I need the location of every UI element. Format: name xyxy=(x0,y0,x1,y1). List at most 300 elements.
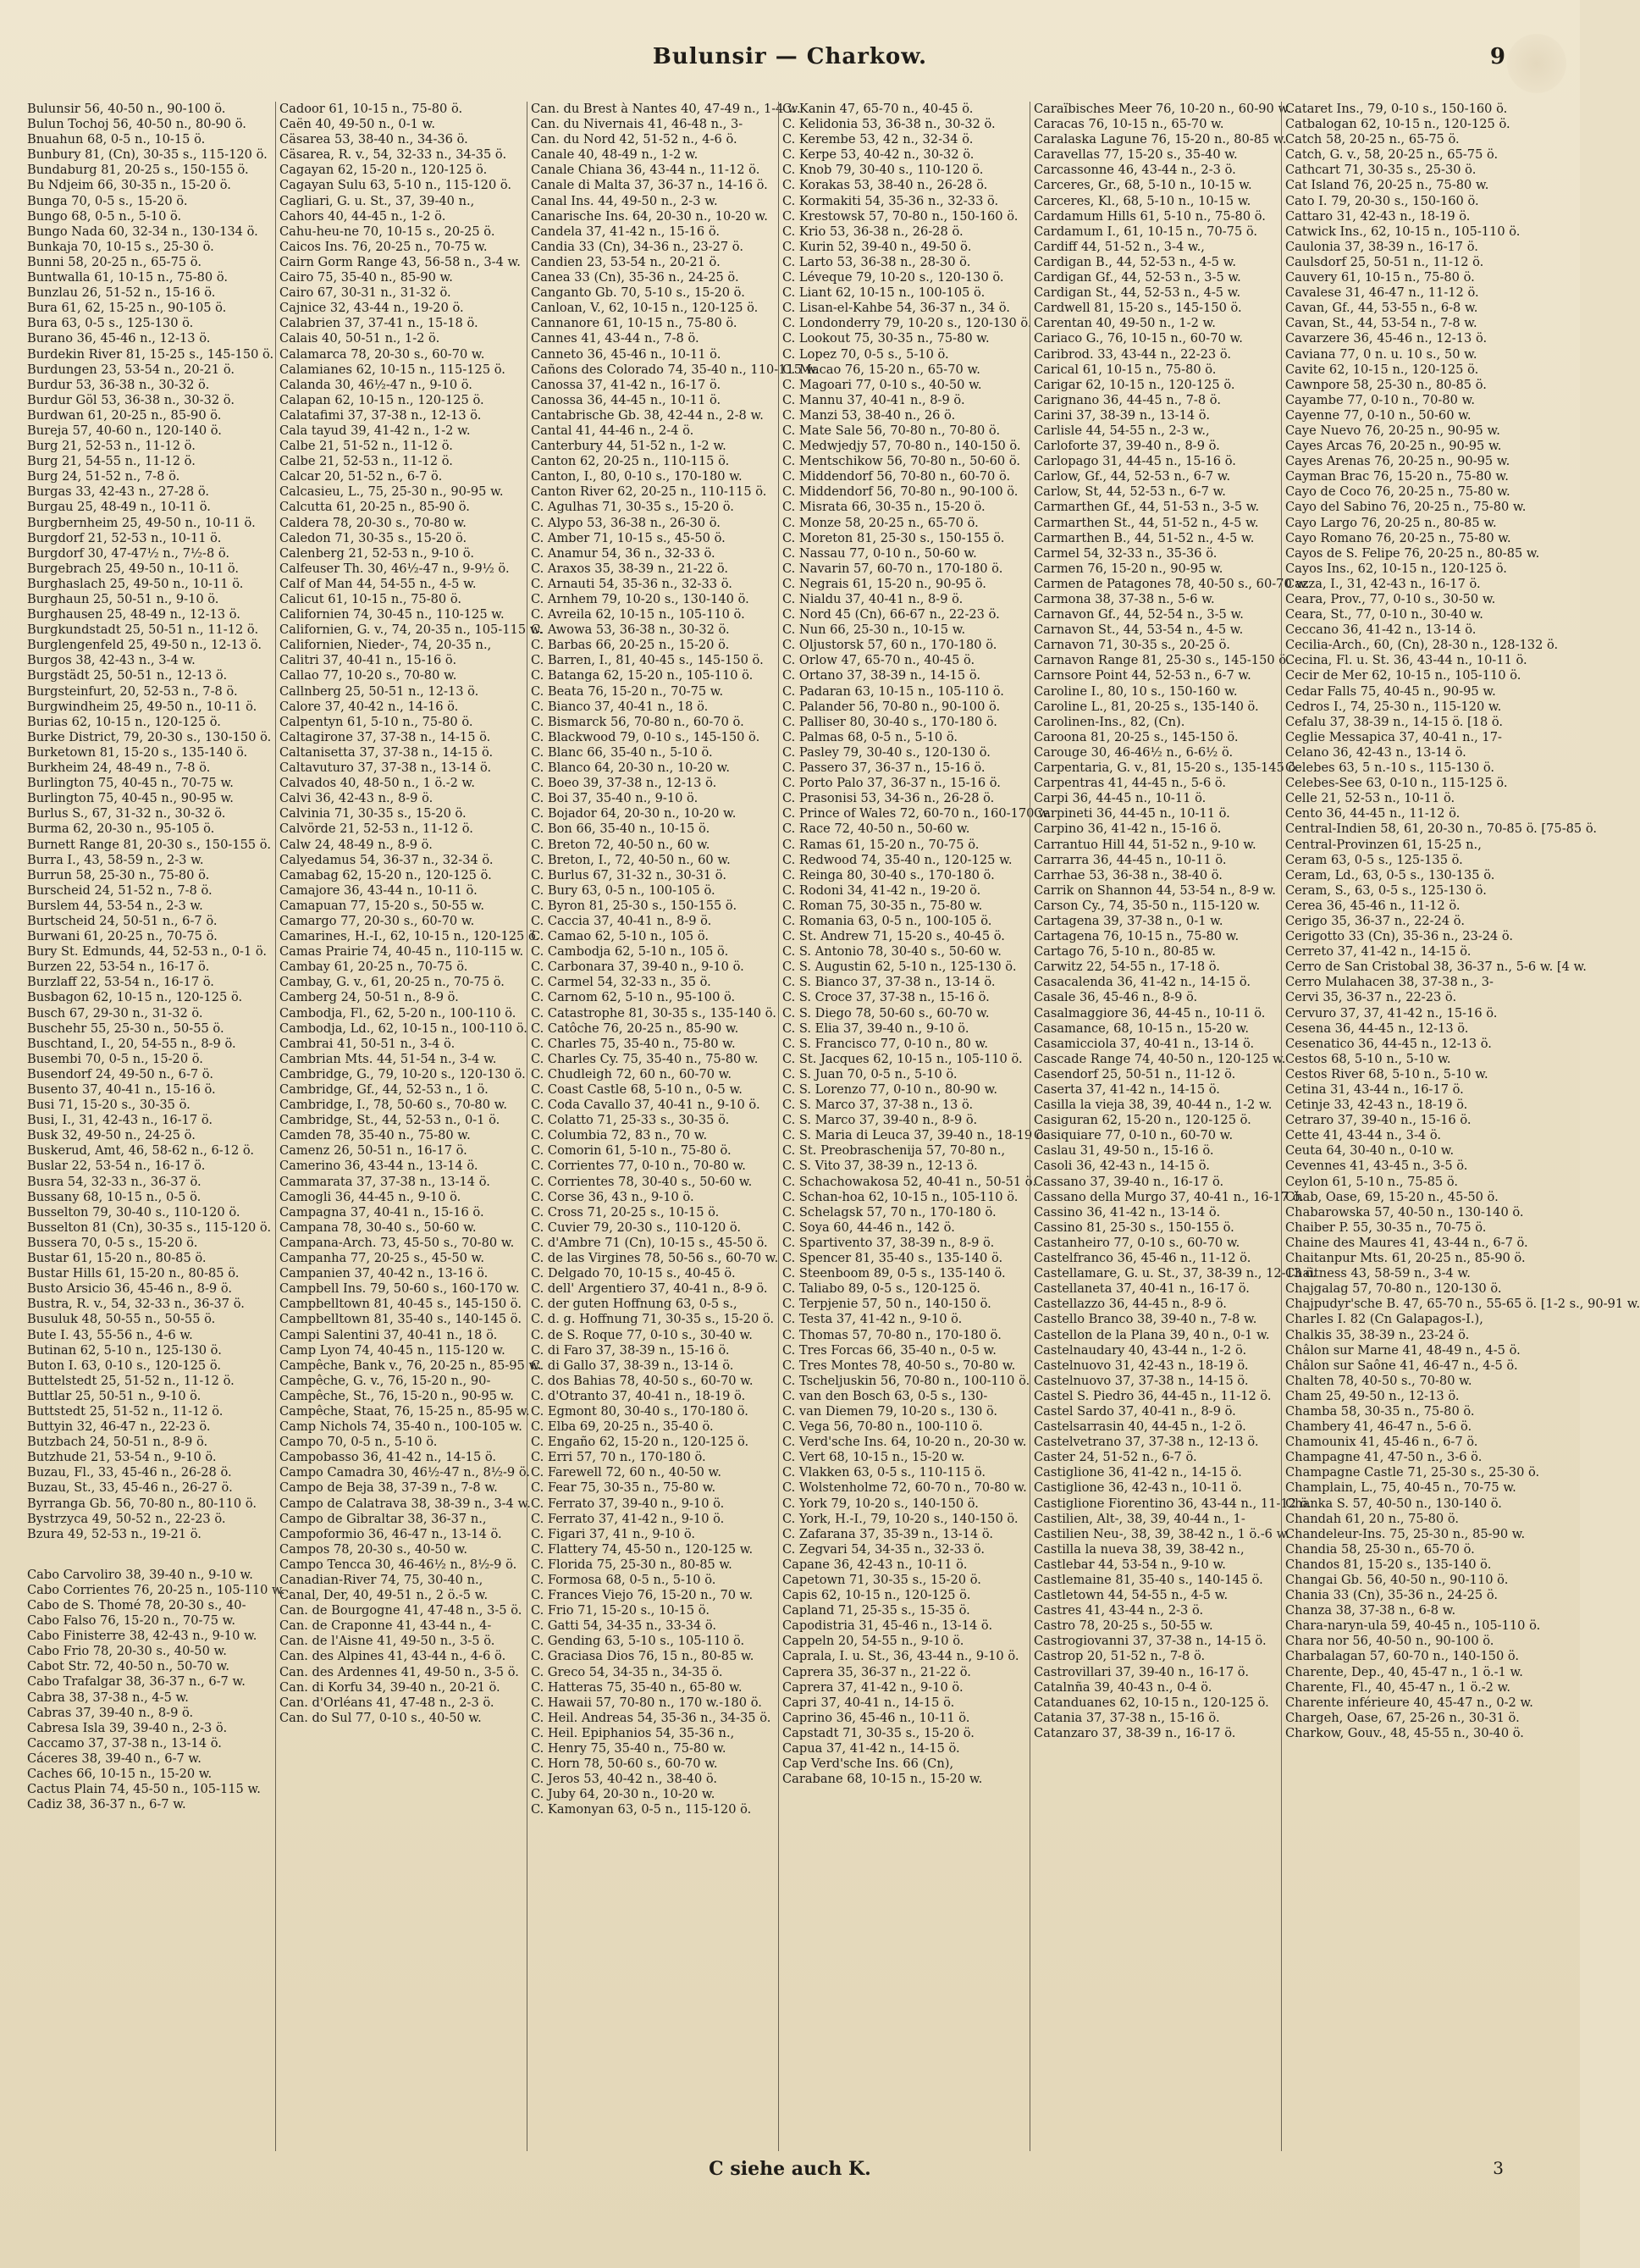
index-entry: C. Corrientes 78, 30-40 s., 50-60 w. xyxy=(531,1174,753,1189)
index-entry: C. Hawaii 57, 70-80 n., 170 w.-180 ö. xyxy=(531,1695,762,1710)
index-entry: Castelnuovo 37, 37-38 n., 14-15 ö. xyxy=(1034,1373,1249,1388)
index-entry: Cannanore 61, 10-15 n., 75-80 ö. xyxy=(531,316,737,331)
index-entry: C. Agulhas 71, 30-35 s., 15-20 ö. xyxy=(531,500,734,515)
index-entry: Ceuta 64, 30-40 n., 0-10 w. xyxy=(1285,1143,1455,1159)
index-entry: Caën 40, 49-50 n., 0-1 w. xyxy=(279,117,435,132)
index-entry: C. Oljustorsk 57, 60 n., 170-180 ö. xyxy=(782,638,997,653)
index-entry: Casalmaggiore 36, 44-45 n., 10-11 ö. xyxy=(1034,1005,1266,1021)
index-entry: C. de S. Roque 77, 0-10 s., 30-40 w. xyxy=(531,1327,753,1342)
index-entry: Cauvery 61, 10-15 n., 75-80 ö. xyxy=(1285,270,1475,285)
index-entry: Camas Prairie 74, 40-45 n., 110-115 w. xyxy=(279,944,524,960)
index-entry: Cette 41, 43-44 n., 3-4 ö. xyxy=(1285,1128,1441,1143)
index-entry: Cardwell 81, 15-20 s., 145-150 ö. xyxy=(1034,301,1242,316)
index-entry: Busuluk 48, 50-55 n., 50-55 ö. xyxy=(27,1312,216,1327)
index-entry: Castelfranco 36, 45-46 n., 11-12 ö. xyxy=(1034,1251,1251,1266)
index-entry: Californien, Nieder-, 74, 20-35 n., xyxy=(279,638,492,653)
index-entry: Cayman Brac 76, 15-20 n., 75-80 w. xyxy=(1285,469,1509,484)
index-entry: Burgwindheim 25, 49-50 n., 10-11 ö. xyxy=(27,699,257,714)
index-entry: Chalkis 35, 38-39 n., 23-24 ö. xyxy=(1285,1327,1470,1342)
index-entry: Buntwalla 61, 10-15 n., 75-80 ö. xyxy=(27,270,229,285)
index-entry: Carnavon St., 44, 53-54 n., 4-5 w. xyxy=(1034,622,1244,638)
index-entry: C. S. Augustin 62, 5-10 n., 125-130 ö. xyxy=(782,960,1017,975)
index-entry: Calvinia 71, 30-35 s., 15-20 ö. xyxy=(279,806,467,821)
index-entry: Cabo de S. Thomé 78, 20-30 s., 40- xyxy=(27,1598,246,1612)
index-entry: Cambay 61, 20-25 n., 70-75 ö. xyxy=(279,960,468,975)
index-entry: C. Palmas 68, 0-5 n., 5-10 ö. xyxy=(782,729,958,744)
index-entry: Casoli 36, 42-43 n., 14-15 ö. xyxy=(1034,1159,1210,1174)
index-entry: Calvi 36, 42-43 n., 8-9 ö. xyxy=(279,791,433,806)
index-entry: C. Race 72, 40-50 n., 50-60 w. xyxy=(782,821,970,837)
index-entry: Carentan 40, 49-50 n., 1-2 w. xyxy=(1034,316,1216,331)
index-entry: Burghaun 25, 50-51 n., 9-10 ö. xyxy=(27,592,219,606)
index-entry: Calbe 21, 52-53 n., 11-12 ö. xyxy=(279,454,453,469)
index-entry: Central-Indien 58, 61, 20-30 n., 70-85 ö. [75-85 ö. xyxy=(1285,821,1598,837)
index-entry: Cayos Ins., 62, 10-15 n., 120-125 ö. xyxy=(1285,561,1507,576)
index-entry: Cham 25, 49-50 n., 12-13 ö. xyxy=(1285,1388,1460,1403)
index-entry: C. Erri 57, 70 n., 170-180 ö. xyxy=(531,1450,706,1465)
index-entry: Caroline I., 80, 10 s., 150-160 w. xyxy=(1034,683,1238,699)
index-entry: Busento 37, 40-41 n., 15-16 ö. xyxy=(27,1082,216,1097)
index-entry: C. Blackwood 79, 0-10 s., 145-150 ö. xyxy=(531,729,760,744)
index-entry: Busembi 70, 0-5 n., 15-20 ö. xyxy=(27,1051,203,1066)
index-entry: C. Bianco 37, 40-41 n., 18 ö. xyxy=(531,699,709,714)
index-entry: Bussany 68, 10-15 n., 0-5 ö. xyxy=(27,1189,202,1204)
index-entry: Burgsteinfurt, 20, 52-53 n., 7-8 ö. xyxy=(27,683,238,699)
index-entry: C. S. Lorenzo 77, 0-10 n., 80-90 w. xyxy=(782,1082,997,1097)
index-entry: C. Larto 53, 36-38 n., 28-30 ö. xyxy=(782,254,971,269)
index-entry: Casamicciola 37, 40-41 n., 13-14 ö. xyxy=(1034,1036,1255,1051)
index-entry: Caraïbisches Meer 76, 10-20 n., 60-90 w. xyxy=(1034,102,1291,116)
index-entry: Cayes Arenas 76, 20-25 n., 90-95 w. xyxy=(1285,454,1510,469)
index-entry: Canale di Malta 37, 36-37 n., 14-16 ö. xyxy=(531,178,768,193)
index-entry: Campagna 37, 40-41 n., 15-16 ö. xyxy=(279,1204,484,1220)
index-entry: Burano 36, 45-46 n., 12-13 ö. xyxy=(27,331,211,346)
index-entry: C. Arnauti 54, 35-36 n., 32-33 ö. xyxy=(531,576,732,591)
index-entry: Buzau, St., 33, 45-46 n., 26-27 ö. xyxy=(27,1480,233,1496)
index-entry: Carini 37, 38-39 n., 13-14 ö. xyxy=(1034,407,1210,423)
index-entry: Chanka S. 57, 40-50 n., 130-140 ö. xyxy=(1285,1496,1502,1511)
index-entry: Candela 37, 41-42 n., 15-16 ö. xyxy=(531,224,721,239)
index-entry: Chandia 58, 25-30 n., 65-70 ö. xyxy=(1285,1541,1475,1557)
index-entry: Bystrzyca 49, 50-52 n., 22-23 ö. xyxy=(27,1511,226,1526)
index-entry: Burgstädt 25, 50-51 n., 12-13 ö. xyxy=(27,668,228,683)
index-entry: Chabarowska 57, 40-50 n., 130-140 ö. xyxy=(1285,1204,1524,1220)
index-entry: Burra I., 43, 58-59 n., 2-3 w. xyxy=(27,852,204,867)
index-entry: Caracas 76, 10-15 n., 65-70 w. xyxy=(1034,117,1224,132)
index-entry: Caccamo 37, 37-38 n., 13-14 ö. xyxy=(27,1735,222,1751)
index-entry: C. der guten Hoffnung 63, 0-5 s., xyxy=(531,1297,737,1312)
index-entry: Cambridge, Gf., 44, 52-53 n., 1 ö. xyxy=(279,1082,489,1097)
index-entry: C. di Gallo 37, 38-39 n., 13-14 ö. xyxy=(531,1358,734,1373)
index-entry: Bnuahun 68, 0-5 n., 10-15 ö. xyxy=(27,132,206,147)
index-entry: C. Camao 62, 5-10 n., 105 ö. xyxy=(531,929,710,944)
index-entry: Can. du Nivernais 41, 46-48 n., 3- xyxy=(531,117,743,132)
index-entry: Cariaco G., 76, 10-15 n., 60-70 w. xyxy=(1034,331,1243,346)
index-entry: Callao 77, 10-20 s., 70-80 w. xyxy=(279,668,457,683)
index-entry: Burzen 22, 53-54 n., 16-17 ö. xyxy=(27,960,210,975)
index-entry: Burwani 61, 20-25 n., 70-75 ö. xyxy=(27,929,218,944)
index-entry: Bussera 70, 0-5 s., 15-20 ö. xyxy=(27,1235,198,1250)
index-entry: C. Egmont 80, 30-40 s., 170-180 ö. xyxy=(531,1403,748,1419)
index-entry: C. Terpjenie 57, 50 n., 140-150 ö. xyxy=(782,1297,991,1312)
index-entry: Cagayan Sulu 63, 5-10 n., 115-120 ö. xyxy=(279,178,512,193)
index-entry: C. Nialdu 37, 40-41 n., 8-9 ö. xyxy=(782,592,964,606)
index-entry: Champlain, L., 75, 40-45 n., 70-75 w. xyxy=(1285,1480,1516,1496)
index-entry: C. Passero 37, 36-37 n., 15-16 ö. xyxy=(782,761,986,776)
index-entry: Cambridge, G., 79, 10-20 s., 120-130 ö. xyxy=(279,1066,526,1081)
index-entry: Campobasso 36, 41-42 n., 14-15 ö. xyxy=(279,1450,497,1465)
index-entry: Canton River 62, 20-25 n., 110-115 ö. xyxy=(531,484,767,500)
index-entry: Buttlar 25, 50-51 n., 9-10 ö. xyxy=(27,1388,202,1403)
index-entry: Central-Provinzen 61, 15-25 n., xyxy=(1285,837,1482,852)
index-entry: Caravellas 77, 15-20 s., 35-40 w. xyxy=(1034,147,1238,163)
index-entry: C. Middendorf 56, 70-80 n., 60-70 ö. xyxy=(782,469,1011,484)
index-entry: Carrhae 53, 36-38 n., 38-40 ö. xyxy=(1034,867,1223,882)
index-entry: Burkheim 24, 48-49 n., 7-8 ö. xyxy=(27,761,211,776)
index-entry: Capstadt 71, 30-35 s., 15-20 ö. xyxy=(782,1725,975,1740)
index-entry: Buslar 22, 53-54 n., 16-17 ö. xyxy=(27,1159,206,1174)
index-entry: Calapan 62, 10-15 n., 120-125 ö. xyxy=(279,392,484,407)
index-entry: C. S. Croce 37, 37-38 n., 15-16 ö. xyxy=(782,990,990,1005)
index-entry: C. Florida 75, 25-30 n., 80-85 w. xyxy=(531,1557,732,1572)
index-entry: C. Rodoni 34, 41-42 n., 19-20 ö. xyxy=(782,882,981,898)
index-entry: C. Bury 63, 0-5 n., 100-105 ö. xyxy=(531,882,715,898)
index-entry: C. Gatti 54, 34-35 n., 33-34 ö. xyxy=(531,1618,717,1634)
index-entry: C. Mentschikow 56, 70-80 n., 50-60 ö. xyxy=(782,454,1021,469)
index-entry: Callnberg 25, 50-51 n., 12-13 ö. xyxy=(279,683,479,699)
index-entry: Carrik on Shannon 44, 53-54 n., 8-9 w. xyxy=(1034,882,1276,898)
index-entry: Camden 78, 35-40 n., 75-80 w. xyxy=(279,1128,471,1143)
index-entry: Canganto Gb. 70, 5-10 s., 15-20 ö. xyxy=(531,285,745,301)
index-entry: Campbelltown 81, 40-45 s., 145-150 ö. xyxy=(279,1297,522,1312)
index-entry: Cala tayud 39, 41-42 n., 1-2 w. xyxy=(279,423,471,438)
index-entry: Caledon 71, 30-35 s., 15-20 ö. xyxy=(279,530,467,545)
index-entry: C. Negrais 61, 15-20 n., 90-95 ö. xyxy=(782,576,986,591)
index-entry: Cervuro 37, 37, 41-42 n., 15-16 ö. xyxy=(1285,1005,1498,1021)
index-entry: Chaitness 43, 58-59 n., 3-4 w. xyxy=(1285,1266,1471,1281)
index-entry: C. Liant 62, 10-15 n., 100-105 ö. xyxy=(782,285,986,301)
index-entry: Ceylon 61, 5-10 n., 75-85 ö. xyxy=(1285,1174,1459,1189)
index-entry: C. Boi 37, 35-40 n., 9-10 ö. xyxy=(531,791,699,806)
index-entry: Capetown 71, 30-35 s., 15-20 ö. xyxy=(782,1573,981,1587)
index-entry: Caroline L., 81, 20-25 s., 135-140 ö. xyxy=(1034,699,1259,714)
index-entry: Charkow, Gouv., 48, 45-55 n., 30-40 ö. xyxy=(1285,1725,1524,1740)
index-entry: Buttyin 32, 46-47 n., 22-23 ö. xyxy=(27,1419,211,1435)
index-entry: Cavite 62, 10-15 n., 120-125 ö. xyxy=(1285,362,1479,377)
index-entry: C. Farewell 72, 60 n., 40-50 w. xyxy=(531,1465,721,1480)
index-entry: Castilla la nueva 38, 39, 38-42 n., xyxy=(1034,1541,1245,1557)
index-entry: Castiglione Fiorentino 36, 43-44 n., 11-12 ö. xyxy=(1034,1496,1311,1511)
index-entry: Chajgalag 57, 70-80 n., 120-130 ö. xyxy=(1285,1281,1502,1297)
index-entry: Cecir de Mer 62, 10-15 n., 105-110 ö. xyxy=(1285,668,1521,683)
index-entry: C. Comorin 61, 5-10 n., 75-80 ö. xyxy=(531,1143,732,1159)
index-entry: Burdur 53, 36-38 n., 30-32 ö. xyxy=(27,377,210,392)
index-entry: Chanza 38, 37-38 n., 6-8 w. xyxy=(1285,1603,1456,1618)
index-entry: Cayo Largo 76, 20-25 n., 80-85 w. xyxy=(1285,515,1497,530)
index-entry: Burscheid 24, 51-52 n., 7-8 ö. xyxy=(27,882,213,898)
index-entry: C. Boeo 39, 37-38 n., 12-13 ö. xyxy=(531,776,717,791)
index-entry: Campo de Calatrava 38, 38-39 n., 3-4 w. xyxy=(279,1496,531,1511)
index-entry: Burgkundstadt 25, 50-51 n., 11-12 ö. xyxy=(27,622,259,638)
index-entry: C. Vlakken 63, 0-5 s., 110-115 ö. xyxy=(782,1465,986,1480)
index-entry: C. d'Ambre 71 (Cn), 10-15 s., 45-50 ö. xyxy=(531,1235,768,1250)
index-entry: Burgdorf 21, 52-53 n., 10-11 ö. xyxy=(27,530,222,545)
index-entry: C. Flattery 74, 45-50 n., 120-125 w. xyxy=(531,1541,754,1557)
index-entry: Burgdorf 30, 47-47½ n., 7½-8 ö. xyxy=(27,545,230,561)
index-entry: Cerigo 35, 36-37 n., 22-24 ö. xyxy=(1285,913,1465,928)
index-entry: Cerigotto 33 (Cn), 35-36 n., 23-24 ö. xyxy=(1285,929,1514,944)
index-entry: C. S. Antonio 78, 30-40 s., 50-60 w. xyxy=(782,944,1002,960)
index-entry: C. Steenboom 89, 0-5 s., 135-140 ö. xyxy=(782,1266,1006,1281)
index-entry: C. Vert 68, 10-15 n., 15-20 w. xyxy=(782,1450,965,1465)
index-entry: Cambridge, St., 44, 52-53 n., 0-1 ö. xyxy=(279,1113,500,1128)
index-entry: C. York 79, 10-20 s., 140-150 ö. xyxy=(782,1496,979,1511)
index-entry: Bungo Nada 60, 32-34 n., 130-134 ö. xyxy=(27,224,258,239)
index-entry: Campanha 77, 20-25 s., 45-50 w. xyxy=(279,1251,484,1266)
index-entry: Cap Verd'sche Ins. 66 (Cn), xyxy=(782,1756,954,1772)
index-entry: C. Monze 58, 20-25 n., 65-70 ö. xyxy=(782,515,979,530)
index-entry: C. St. Andrew 71, 15-20 s., 40-45 ö. xyxy=(782,929,1005,944)
index-entry: Carouge 30, 46-46½ n., 6-6½ ö. xyxy=(1034,744,1234,760)
page-number: 9 xyxy=(1489,44,1505,69)
index-entry: C. Londonderry 79, 10-20 s., 120-130 ö. xyxy=(782,316,1032,331)
index-entry: Catwick Ins., 62, 10-15 n., 105-110 ö. xyxy=(1285,224,1521,239)
index-entry: C. Taliabo 89, 0-5 s., 120-125 ö. xyxy=(782,1281,980,1297)
index-entry: Byrranga Gb. 56, 70-80 n., 80-110 ö. xyxy=(27,1496,257,1511)
index-entry: Cetina 31, 43-44 n., 16-17 ö. xyxy=(1285,1082,1464,1097)
index-entry: C. St. Jacques 62, 10-15 n., 105-110 ö. xyxy=(782,1051,1023,1066)
index-entry: Caches 66, 10-15 n., 15-20 w. xyxy=(27,1767,213,1782)
index-entry: Burgau 25, 48-49 n., 10-11 ö. xyxy=(27,500,211,515)
index-entry: Casiquiare 77, 0-10 n., 60-70 w. xyxy=(1034,1128,1234,1143)
index-entry: Cassano 37, 39-40 n., 16-17 ö. xyxy=(1034,1174,1224,1189)
index-entry: Cagliari, G. u. St., 37, 39-40 n., xyxy=(279,193,475,208)
index-entry: Campêche, Staat, 76, 15-25 n., 85-95 w. xyxy=(279,1403,530,1419)
index-entry: Chalten 78, 40-50 s., 70-80 w. xyxy=(1285,1373,1472,1388)
index-entry: Calatafimi 37, 37-38 n., 12-13 ö. xyxy=(279,407,482,423)
index-entry: Campi Salentini 37, 40-41 n., 18 ö. xyxy=(279,1327,498,1342)
index-entry: Cartagena 76, 10-15 n., 75-80 w. xyxy=(1034,929,1240,944)
index-entry: Caralaska Lagune 76, 15-20 n., 80-85 w. xyxy=(1034,132,1287,147)
index-entry: Can. di Korfu 34, 39-40 n., 20-21 ö. xyxy=(279,1679,500,1695)
index-column-3 xyxy=(527,102,820,2151)
index-entry: Carnsore Point 44, 52-53 n., 6-7 w. xyxy=(1034,668,1251,683)
index-entry: Bzura 49, 52-53 n., 19-21 ö. xyxy=(27,1526,202,1541)
index-entry: C. Coda Cavallo 37, 40-41 n., 9-10 ö. xyxy=(531,1098,760,1113)
index-entry: Castlebar 44, 53-54 n., 9-10 w. xyxy=(1034,1557,1226,1572)
index-entry: Casamance, 68, 10-15 n., 15-20 w. xyxy=(1034,1021,1250,1036)
index-entry: Busendorf 24, 49-50 n., 6-7 ö. xyxy=(27,1066,213,1081)
index-entry: Cajnice 32, 43-44 n., 19-20 ö. xyxy=(279,301,464,316)
index-entry: C. Cross 71, 20-25 s., 10-15 ö. xyxy=(531,1204,720,1220)
index-entry: Celebes-See 63, 0-10 n., 115-125 ö. xyxy=(1285,776,1508,791)
index-entry: Capis 62, 10-15 n., 120-125 ö. xyxy=(782,1588,971,1603)
see-also-note: C siehe auch K. xyxy=(709,2158,871,2180)
index-entry: Bury St. Edmunds, 44, 52-53 n., 0-1 ö. xyxy=(27,944,268,960)
index-entry: Castrovillari 37, 39-40 n., 16-17 ö. xyxy=(1034,1664,1249,1679)
index-entry: Buttelstedt 25, 51-52 n., 11-12 ö. xyxy=(27,1373,235,1388)
index-entry: Cabo Falso 76, 15-20 n., 70-75 w. xyxy=(27,1613,236,1629)
index-entry: C. Blanco 64, 20-30 n., 10-20 w. xyxy=(531,761,730,776)
index-entry: Busi 71, 15-20 s., 30-35 ö. xyxy=(27,1098,191,1113)
index-entry: Carolinen-Ins., 82, (Cn). xyxy=(1034,714,1185,729)
index-entry: Catalnña 39, 40-43 n., 0-4 ö. xyxy=(1034,1679,1212,1695)
index-entry: C. S. Juan 70, 0-5 n., 5-10 ö. xyxy=(782,1066,958,1081)
index-entry: Calcar 20, 51-52 n., 6-7 ö. xyxy=(279,469,443,484)
index-entry: C. S. Diego 78, 50-60 s., 60-70 w. xyxy=(782,1005,990,1021)
index-entry: Butzbach 24, 50-51 n., 8-9 ö. xyxy=(27,1435,208,1450)
index-entry: C. Hatteras 75, 35-40 n., 65-80 w. xyxy=(531,1679,743,1695)
index-entry: C. Delgado 70, 10-15 s., 40-45 ö. xyxy=(531,1266,736,1281)
index-entry: Cayambe 77, 0-10 n., 70-80 w. xyxy=(1285,392,1475,407)
index-entry: Carmona 38, 37-38 n., 5-6 w. xyxy=(1034,592,1215,606)
index-entry: C. Graciasa Dios 76, 15 n., 80-85 w. xyxy=(531,1649,754,1664)
index-entry: Cerro Mulahacen 38, 37-38 n., 3- xyxy=(1285,975,1494,990)
index-entry: C. Verd'sche Ins. 64, 10-20 n., 20-30 w. xyxy=(782,1435,1027,1450)
index-entry: Camberg 24, 50-51 n., 8-9 ö. xyxy=(279,990,459,1005)
index-entry: Campoformio 36, 46-47 n., 13-14 ö. xyxy=(279,1526,502,1541)
index-entry: Calvados 40, 48-50 n., 1 ö.-2 w. xyxy=(279,776,475,791)
index-entry: Cahors 40, 44-45 n., 1-2 ö. xyxy=(279,208,446,224)
index-entry: Cayo del Sabino 76, 20-25 n., 75-80 w. xyxy=(1285,500,1527,515)
index-entry: Burslem 44, 53-54 n., 2-3 w. xyxy=(27,898,203,913)
index-entry: Cayo de Coco 76, 20-25 n., 75-80 w. xyxy=(1285,484,1510,500)
index-entry: C. Ortano 37, 38-39 n., 14-15 ö. xyxy=(782,668,981,683)
index-entry: C. Barbas 66, 20-25 n., 15-20 ö. xyxy=(531,638,730,653)
index-entry: C. Krestowsk 57, 70-80 n., 150-160 ö. xyxy=(782,208,1019,224)
index-entry: Campo de Gibraltar 38, 36-37 n., xyxy=(279,1511,487,1526)
page-title: Bulunsir — Charkow. xyxy=(652,44,928,69)
index-entry: Castilien, Alt-, 38, 39, 40-44 n., 1- xyxy=(1034,1511,1245,1526)
index-entry: Cerreto 37, 41-42 n., 14-15 ö. xyxy=(1285,944,1472,960)
index-entry: Burnett Range 81, 20-30 s., 150-155 ö. xyxy=(27,837,271,852)
index-entry: Castiglione 36, 42-43 n., 10-11 ö. xyxy=(1034,1480,1242,1496)
index-entry: Cartagena 39, 37-38 n., 0-1 w. xyxy=(1034,913,1223,928)
index-entry: Catbalogan 62, 10-15 n., 120-125 ö. xyxy=(1285,117,1510,132)
index-entry: Capane 36, 42-43 n., 10-11 ö. xyxy=(782,1557,968,1572)
index-entry: Cassino 81, 25-30 s., 150-155 ö. xyxy=(1034,1220,1234,1235)
index-entry: C. Kelidonia 53, 36-38 n., 30-32 ö. xyxy=(782,117,996,132)
index-entry: Casiguran 62, 15-20 n., 120-125 ö. xyxy=(1034,1113,1251,1128)
index-entry: C. Knob 79, 30-40 s., 110-120 ö. xyxy=(782,163,984,178)
index-entry: C. Schan-hoa 62, 10-15 n., 105-110 ö. xyxy=(782,1189,1019,1204)
index-entry: C. dell' Argentiero 37, 40-41 n., 8-9 ö. xyxy=(531,1281,768,1297)
index-entry: Carloforte 37, 39-40 n., 8-9 ö. xyxy=(1034,439,1220,454)
index-entry: C. Wolstenholme 72, 60-70 n., 70-80 w. xyxy=(782,1480,1027,1496)
index-entry: Castelsarrasin 40, 44-45 n., 1-2 ö. xyxy=(1034,1419,1246,1435)
index-entry: Calabrien 37, 37-41 n., 15-18 ö. xyxy=(279,316,478,331)
index-entry: C. Lookout 75, 30-35 n., 75-80 w. xyxy=(782,331,990,346)
index-entry: C. York, H.-I., 79, 10-20 s., 140-150 ö. xyxy=(782,1511,1019,1526)
index-entry: Châlon sur Marne 41, 48-49 n., 4-5 ö. xyxy=(1285,1342,1521,1358)
index-entry: Carrarra 36, 44-45 n., 10-11 ö. xyxy=(1034,852,1227,867)
index-entry: Cambodja, Fl., 62, 5-20 n., 100-110 ö. xyxy=(279,1005,516,1021)
index-entry: Cäsarea 53, 38-40 n., 34-36 ö. xyxy=(279,132,468,147)
index-entry: Buttstedt 25, 51-52 n., 11-12 ö. xyxy=(27,1403,224,1419)
index-entry: Calamarca 78, 20-30 s., 60-70 w. xyxy=(279,346,485,362)
index-entry: C. Magoari 77, 0-10 s., 40-50 w. xyxy=(782,377,982,392)
index-entry: Californien, G. v., 74, 20-35 n., 105-115 w. xyxy=(279,622,544,638)
index-entry: C. Horn 78, 50-60 s., 60-70 w. xyxy=(531,1756,718,1772)
index-entry: Castel S. Piedro 36, 44-45 n., 11-12 ö. xyxy=(1034,1388,1272,1403)
index-entry: C. Kormakiti 54, 35-36 n., 32-33 ö. xyxy=(782,193,999,208)
index-entry: Burlington 75, 40-45 n., 70-75 w. xyxy=(27,776,234,791)
index-entry: C. Orlow 47, 65-70 n., 40-45 ö. xyxy=(782,653,975,668)
index-entry: Casale 36, 45-46 n., 8-9 ö. xyxy=(1034,990,1198,1005)
index-entry: Castilien Neu-, 38, 39, 38-42 n., 1 ö.-6 w. xyxy=(1034,1526,1289,1541)
index-entry: Calcasieu, L., 75, 25-30 n., 90-95 w. xyxy=(279,484,504,500)
index-entry: Ceram, S., 63, 0-5 s., 125-130 ö. xyxy=(1285,882,1487,898)
index-entry: Carpentaria, G. v., 81, 15-20 s., 135-145 ö. xyxy=(1034,761,1300,776)
index-entry: Chandah 61, 20 n., 75-80 ö. xyxy=(1285,1511,1459,1526)
index-column-2 xyxy=(275,102,544,2151)
index-entry: C. Korakas 53, 38-40 n., 26-28 ö. xyxy=(782,178,988,193)
index-entry: C. Bon 66, 35-40 n., 10-15 ö. xyxy=(531,821,710,837)
index-entry: Bu Ndjeim 66, 30-35 n., 15-20 ö. xyxy=(27,178,231,193)
page-footer xyxy=(0,2158,1580,2192)
index-entry: Castres 41, 43-44 n., 2-3 ö. xyxy=(1034,1603,1204,1618)
index-entry: Calenberg 21, 52-53 n., 9-10 ö. xyxy=(279,545,474,561)
index-entry: Cassano della Murgo 37, 40-41 n., 16-17 ö. xyxy=(1034,1189,1304,1204)
index-entry: C. di Faro 37, 38-39 n., 15-16 ö. xyxy=(531,1342,730,1358)
index-entry: Cabresa Isla 39, 39-40 n., 2-3 ö. xyxy=(27,1720,228,1735)
index-entry: Busk 32, 49-50 n., 24-25 ö. xyxy=(27,1128,196,1143)
index-entry: C. Mate Sale 56, 70-80 n., 70-80 ö. xyxy=(782,423,1001,438)
index-entry: Cardamum Hills 61, 5-10 n., 75-80 ö. xyxy=(1034,208,1266,224)
index-entry: Champagne 41, 47-50 n., 3-6 ö. xyxy=(1285,1450,1483,1465)
index-entry: C. Redwood 74, 35-40 n., 120-125 w. xyxy=(782,852,1013,867)
index-entry: C. Awowa 53, 36-38 n., 30-32 ö. xyxy=(531,622,730,638)
index-entry: Burglengenfeld 25, 49-50 n., 12-13 ö. xyxy=(27,638,262,653)
index-entry: Canea 33 (Cn), 35-36 n., 24-25 ö. xyxy=(531,270,739,285)
index-entry: Californien 74, 30-45 n., 110-125 w. xyxy=(279,607,505,622)
index-entry: Cannes 41, 43-44 n., 7-8 ö. xyxy=(531,331,699,346)
index-entry: Cestos River 68, 5-10 n., 5-10 w. xyxy=(1285,1066,1488,1081)
index-entry: Ceccano 36, 41-42 n., 13-14 ö. xyxy=(1285,622,1477,638)
index-entry: Calyedamus 54, 36-37 n., 32-34 ö. xyxy=(279,852,494,867)
index-entry: Castel Sardo 37, 40-41 n., 8-9 ö. xyxy=(1034,1403,1236,1419)
index-entry: Cerea 36, 45-46 n., 11-12 ö. xyxy=(1285,898,1461,913)
index-entry: Can. du Nord 42, 51-52 n., 4-6 ö. xyxy=(531,132,737,147)
index-entry: C. Gending 63, 5-10 s., 105-110 ö. xyxy=(531,1634,745,1649)
index-entry: Burma 62, 20-30 n., 95-105 ö. xyxy=(27,821,215,837)
index-entry: Bungo 68, 0-5 n., 5-10 ö. xyxy=(27,208,182,224)
index-entry: C. Vega 56, 70-80 n., 100-110 ö. xyxy=(782,1419,983,1435)
index-entry: Can. des Alpines 41, 43-44 n., 4-6 ö. xyxy=(279,1649,506,1664)
index-entry: Burlington 75, 40-45 n., 90-95 w. xyxy=(27,791,234,806)
index-entry: Canale 40, 48-49 n., 1-2 w. xyxy=(531,147,699,163)
index-entry: C. Corse 36, 43 n., 9-10 ö. xyxy=(531,1189,694,1204)
index-entry: C. Padaran 63, 10-15 n., 105-110 ö. xyxy=(782,683,1004,699)
index-entry: Castelvetrano 37, 37-38 n., 12-13 ö. xyxy=(1034,1435,1259,1450)
index-entry: Busch 67, 29-30 n., 31-32 ö. xyxy=(27,1005,203,1021)
section-gap xyxy=(27,1542,271,1568)
index-entry: Carigar 62, 10-15 n., 120-125 ö. xyxy=(1034,377,1235,392)
index-entry: C. Romania 63, 0-5 n., 100-105 ö. xyxy=(782,913,992,928)
index-entry: C. Columbia 72, 83 n., 70 w. xyxy=(531,1128,708,1143)
index-entry: C. Léveque 79, 10-20 s., 120-130 ö. xyxy=(782,270,1004,285)
index-entry: Cactus Plain 74, 45-50 n., 105-115 w. xyxy=(27,1782,261,1797)
index-entry: C. Fear 75, 30-35 n., 75-80 w. xyxy=(531,1480,716,1496)
index-entry: Burgebrach 25, 49-50 n., 10-11 ö. xyxy=(27,561,240,576)
index-entry: Chara-naryn-ula 59, 40-45 n., 105-110 ö. xyxy=(1285,1618,1541,1634)
index-entry: C. Ramas 61, 15-20 n., 70-75 ö. xyxy=(782,837,980,852)
index-entry: Chamounix 41, 45-46 n., 6-7 ö. xyxy=(1285,1435,1478,1450)
index-entry: Campo 70, 0-5 n., 5-10 ö. xyxy=(279,1435,438,1450)
index-entry: C. Chudleigh 72, 60 n., 60-70 w. xyxy=(531,1066,732,1081)
index-entry: C. Misrata 66, 30-35 n., 15-20 ö. xyxy=(782,500,986,515)
index-entry: C. Greco 54, 34-35 n., 34-35 ö. xyxy=(531,1664,723,1679)
